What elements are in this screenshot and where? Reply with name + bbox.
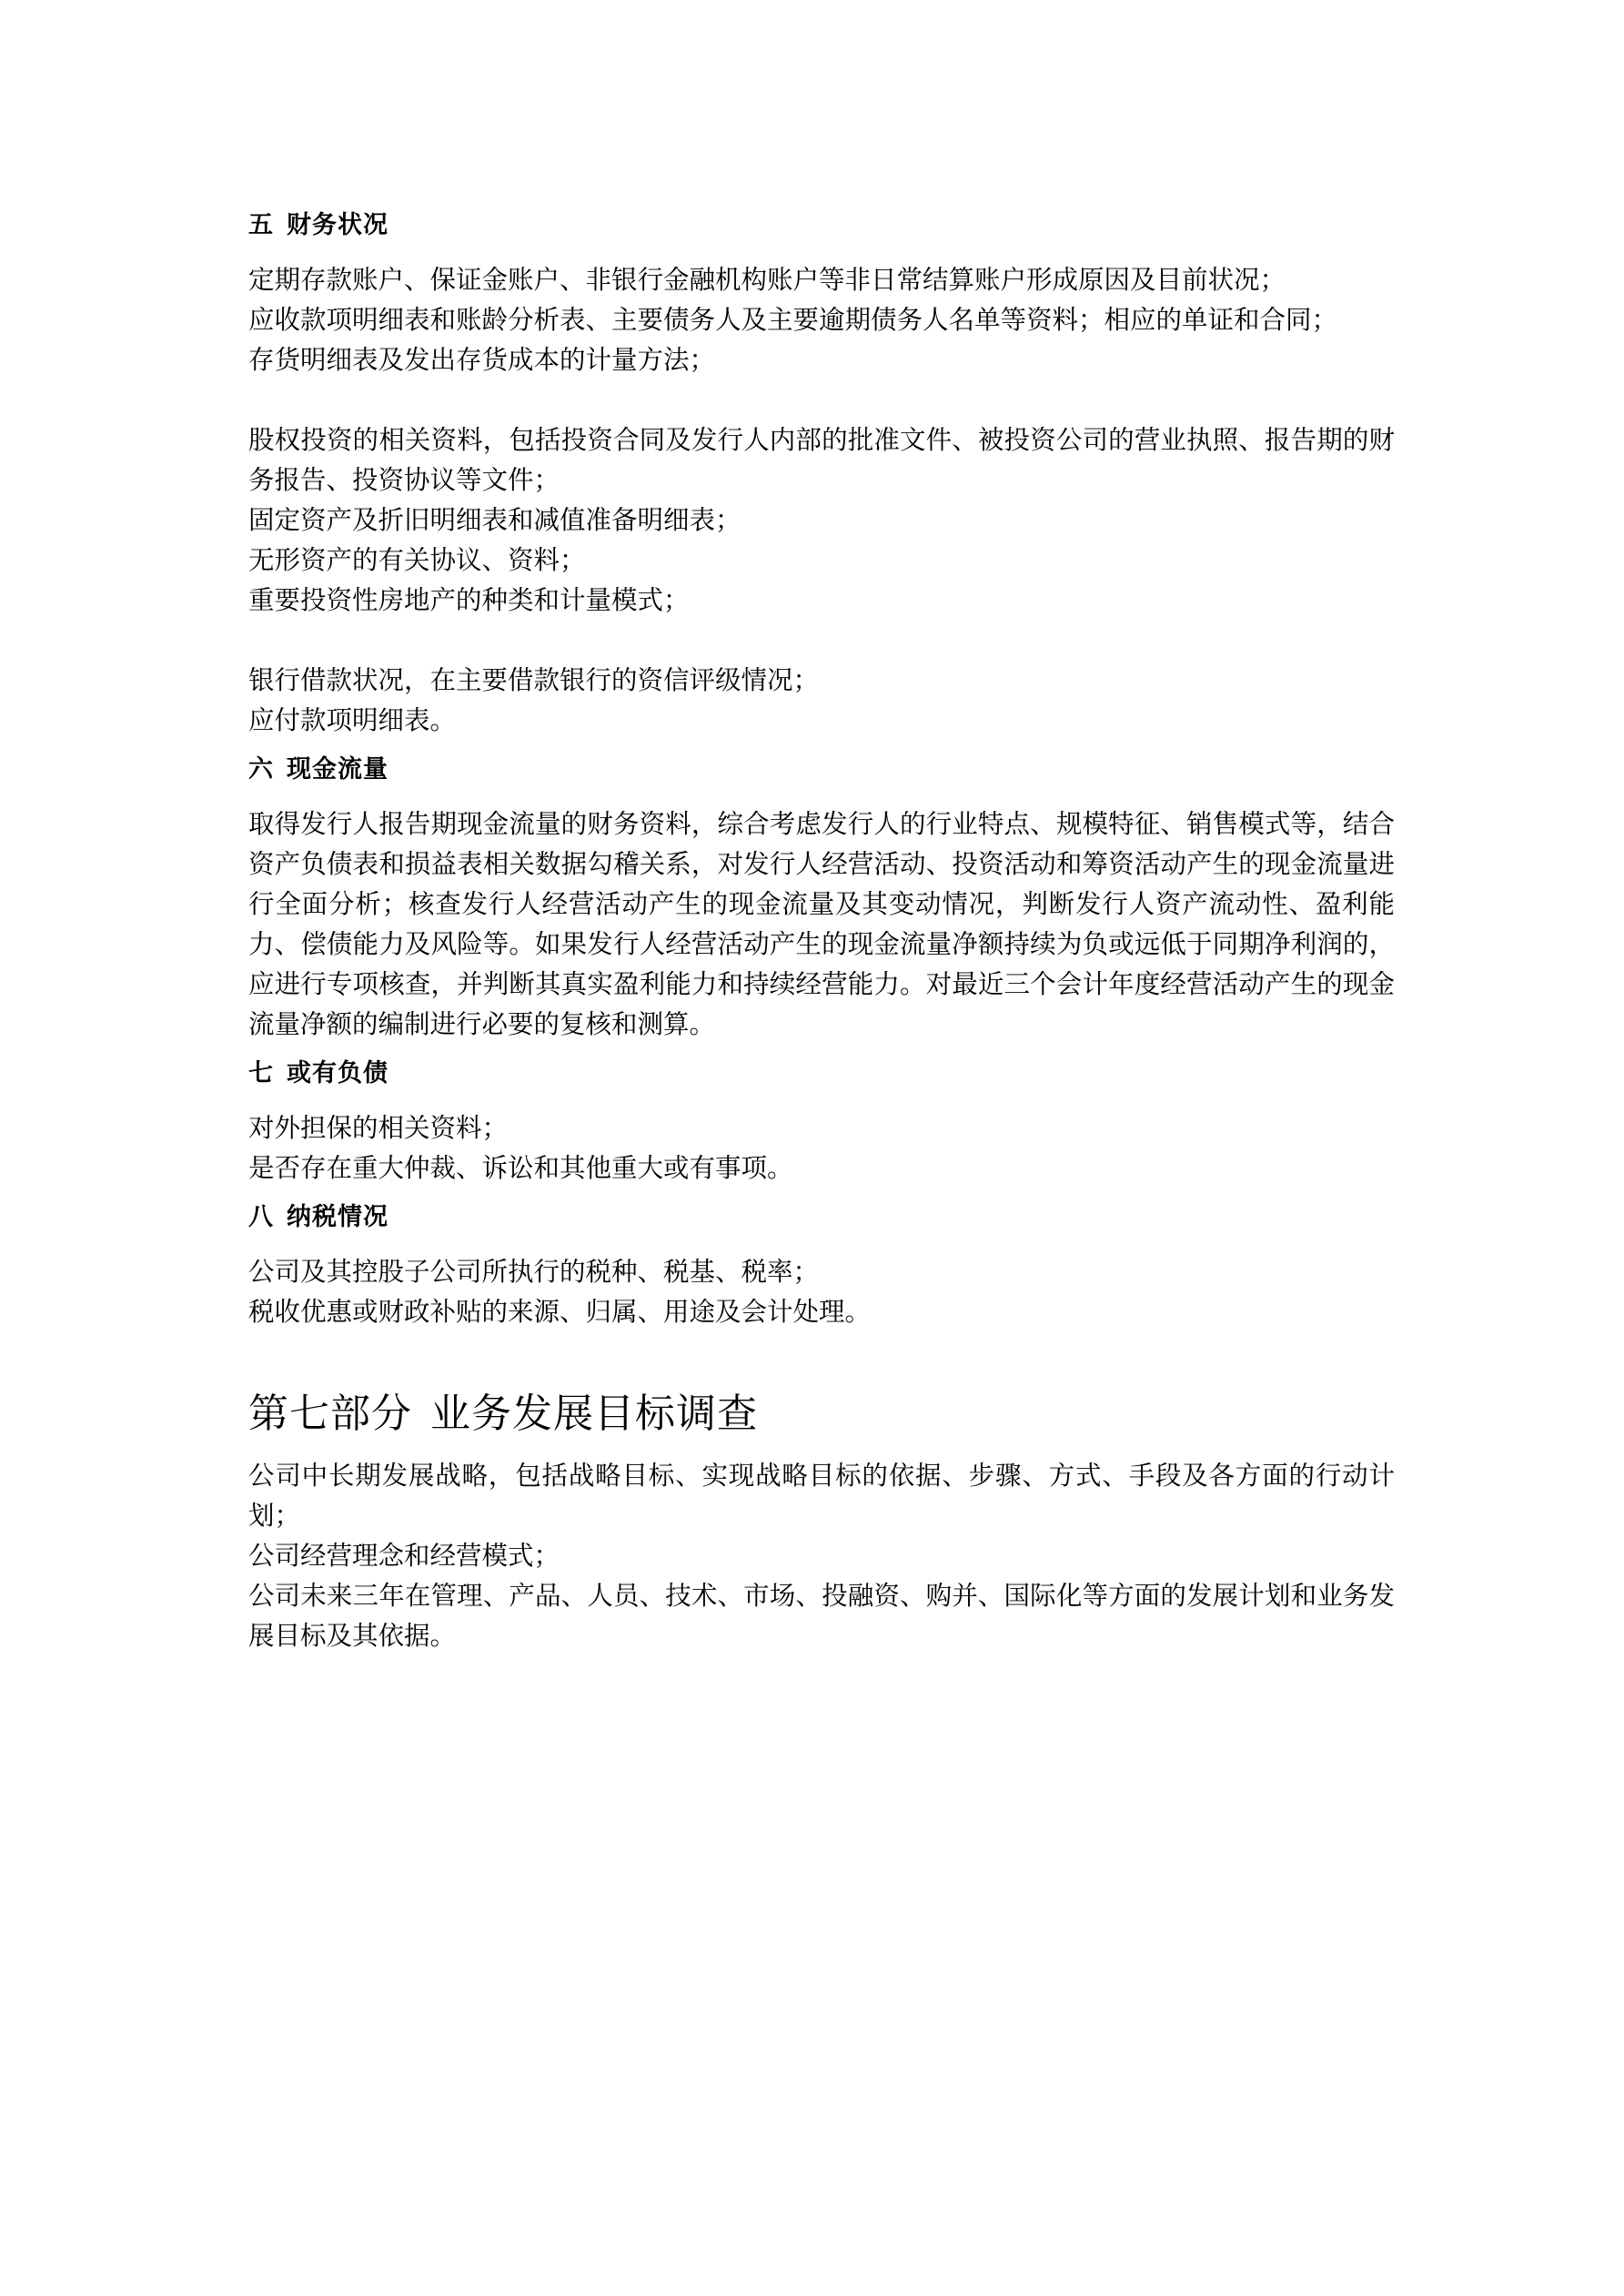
paragraph: 固定资产及折旧明细表和减值准备明细表； [248, 505, 741, 535]
section-number: 八 [248, 1203, 274, 1231]
paragraph: 定期存款账户、保证金账户、非银行金融机构账户等非日常结算账户形成原因及目前状况； [248, 265, 1286, 295]
section-heading-cash-flow [248, 752, 1395, 788]
section-heading-contingent-liabilities [248, 1056, 1395, 1092]
paragraph: 公司中长期发展战略，包括战略目标、实现战略目标的依据、步骤、方式、手段及各方面的行动计划； [248, 1461, 1395, 1531]
section-title: 现金流量 [287, 755, 388, 784]
paragraph: 税收优惠或财政补贴的来源、归属、用途及会计处理。 [248, 1297, 872, 1327]
section-heading-tax-status [248, 1199, 1395, 1236]
spacer [248, 1188, 1395, 1199]
spacer [248, 741, 1395, 752]
part-title-text: 业务发展目标调查 [430, 1391, 758, 1437]
part-title-business-development [248, 1387, 1395, 1441]
paragraph: 应付款项明细表。 [248, 705, 457, 735]
paragraph: 公司及其控股子公司所执行的税种、税基、税率； [248, 1257, 820, 1287]
paragraph: 公司经营理念和经营模式； [248, 1541, 560, 1571]
paragraph: 重要投资性房地产的种类和计量模式； [248, 585, 690, 615]
document-page [248, 207, 1395, 1656]
paragraph: 应收款项明细表和账龄分析表、主要债务人及主要逾期债务人名单等资料；相应的单证和合同； [248, 305, 1338, 335]
section-heading-financial-status [248, 207, 1395, 244]
paragraph: 银行借款状况，在主要借款银行的资信评级情况； [248, 665, 820, 695]
paragraph: 取得发行人报告期现金流量的财务资料，综合考虑发行人的行业特点、规模特征、销售模式等，结合资产负债表和损益表相关数据勾稽关系，对发行人经营活动、投资活动和筹资活动产生的现金流量进行全面分析；核查发行人经营活动产生的现金流量及其变动情况，判断发行人资产流动性、盈利能力、偿债能力及风险等。如果发行人经营活动产生的现金流量净额持续为负或远低于同期净利润的，应进行专项核查，并判断其真实盈利能力和持续经营能力。对最近三个会计年度经营活动产生的现金流量净额的编制进行必要的复核和测算。 [248, 809, 1395, 1039]
blank-line [248, 621, 1395, 661]
paragraph: 股权投资的相关资料，包括投资合同及发行人内部的批准文件、被投资公司的营业执照、报告期的财务报告、投资协议等文件； [248, 425, 1395, 495]
section-number: 六 [248, 755, 274, 784]
blank-line [248, 380, 1395, 420]
section-number: 五 [248, 211, 274, 239]
part-number: 第七部分 [248, 1391, 412, 1437]
section-number: 七 [248, 1059, 274, 1087]
paragraph: 无形资产的有关协议、资料； [248, 545, 586, 575]
spacer [248, 1045, 1395, 1056]
paragraph: 是否存在重大仲裁、诉讼和其他重大或有事项。 [248, 1153, 793, 1183]
paragraph: 公司未来三年在管理、产品、人员、技术、市场、投融资、购并、国际化等方面的发展计划和业务发展目标及其依据。 [248, 1581, 1395, 1651]
section-title: 纳税情况 [287, 1203, 388, 1231]
paragraph: 对外担保的相关资料； [248, 1113, 509, 1143]
section-title: 或有负债 [287, 1059, 388, 1087]
section-title: 财务状况 [287, 211, 388, 239]
paragraph: 存货明细表及发出存货成本的计量方法； [248, 345, 716, 375]
